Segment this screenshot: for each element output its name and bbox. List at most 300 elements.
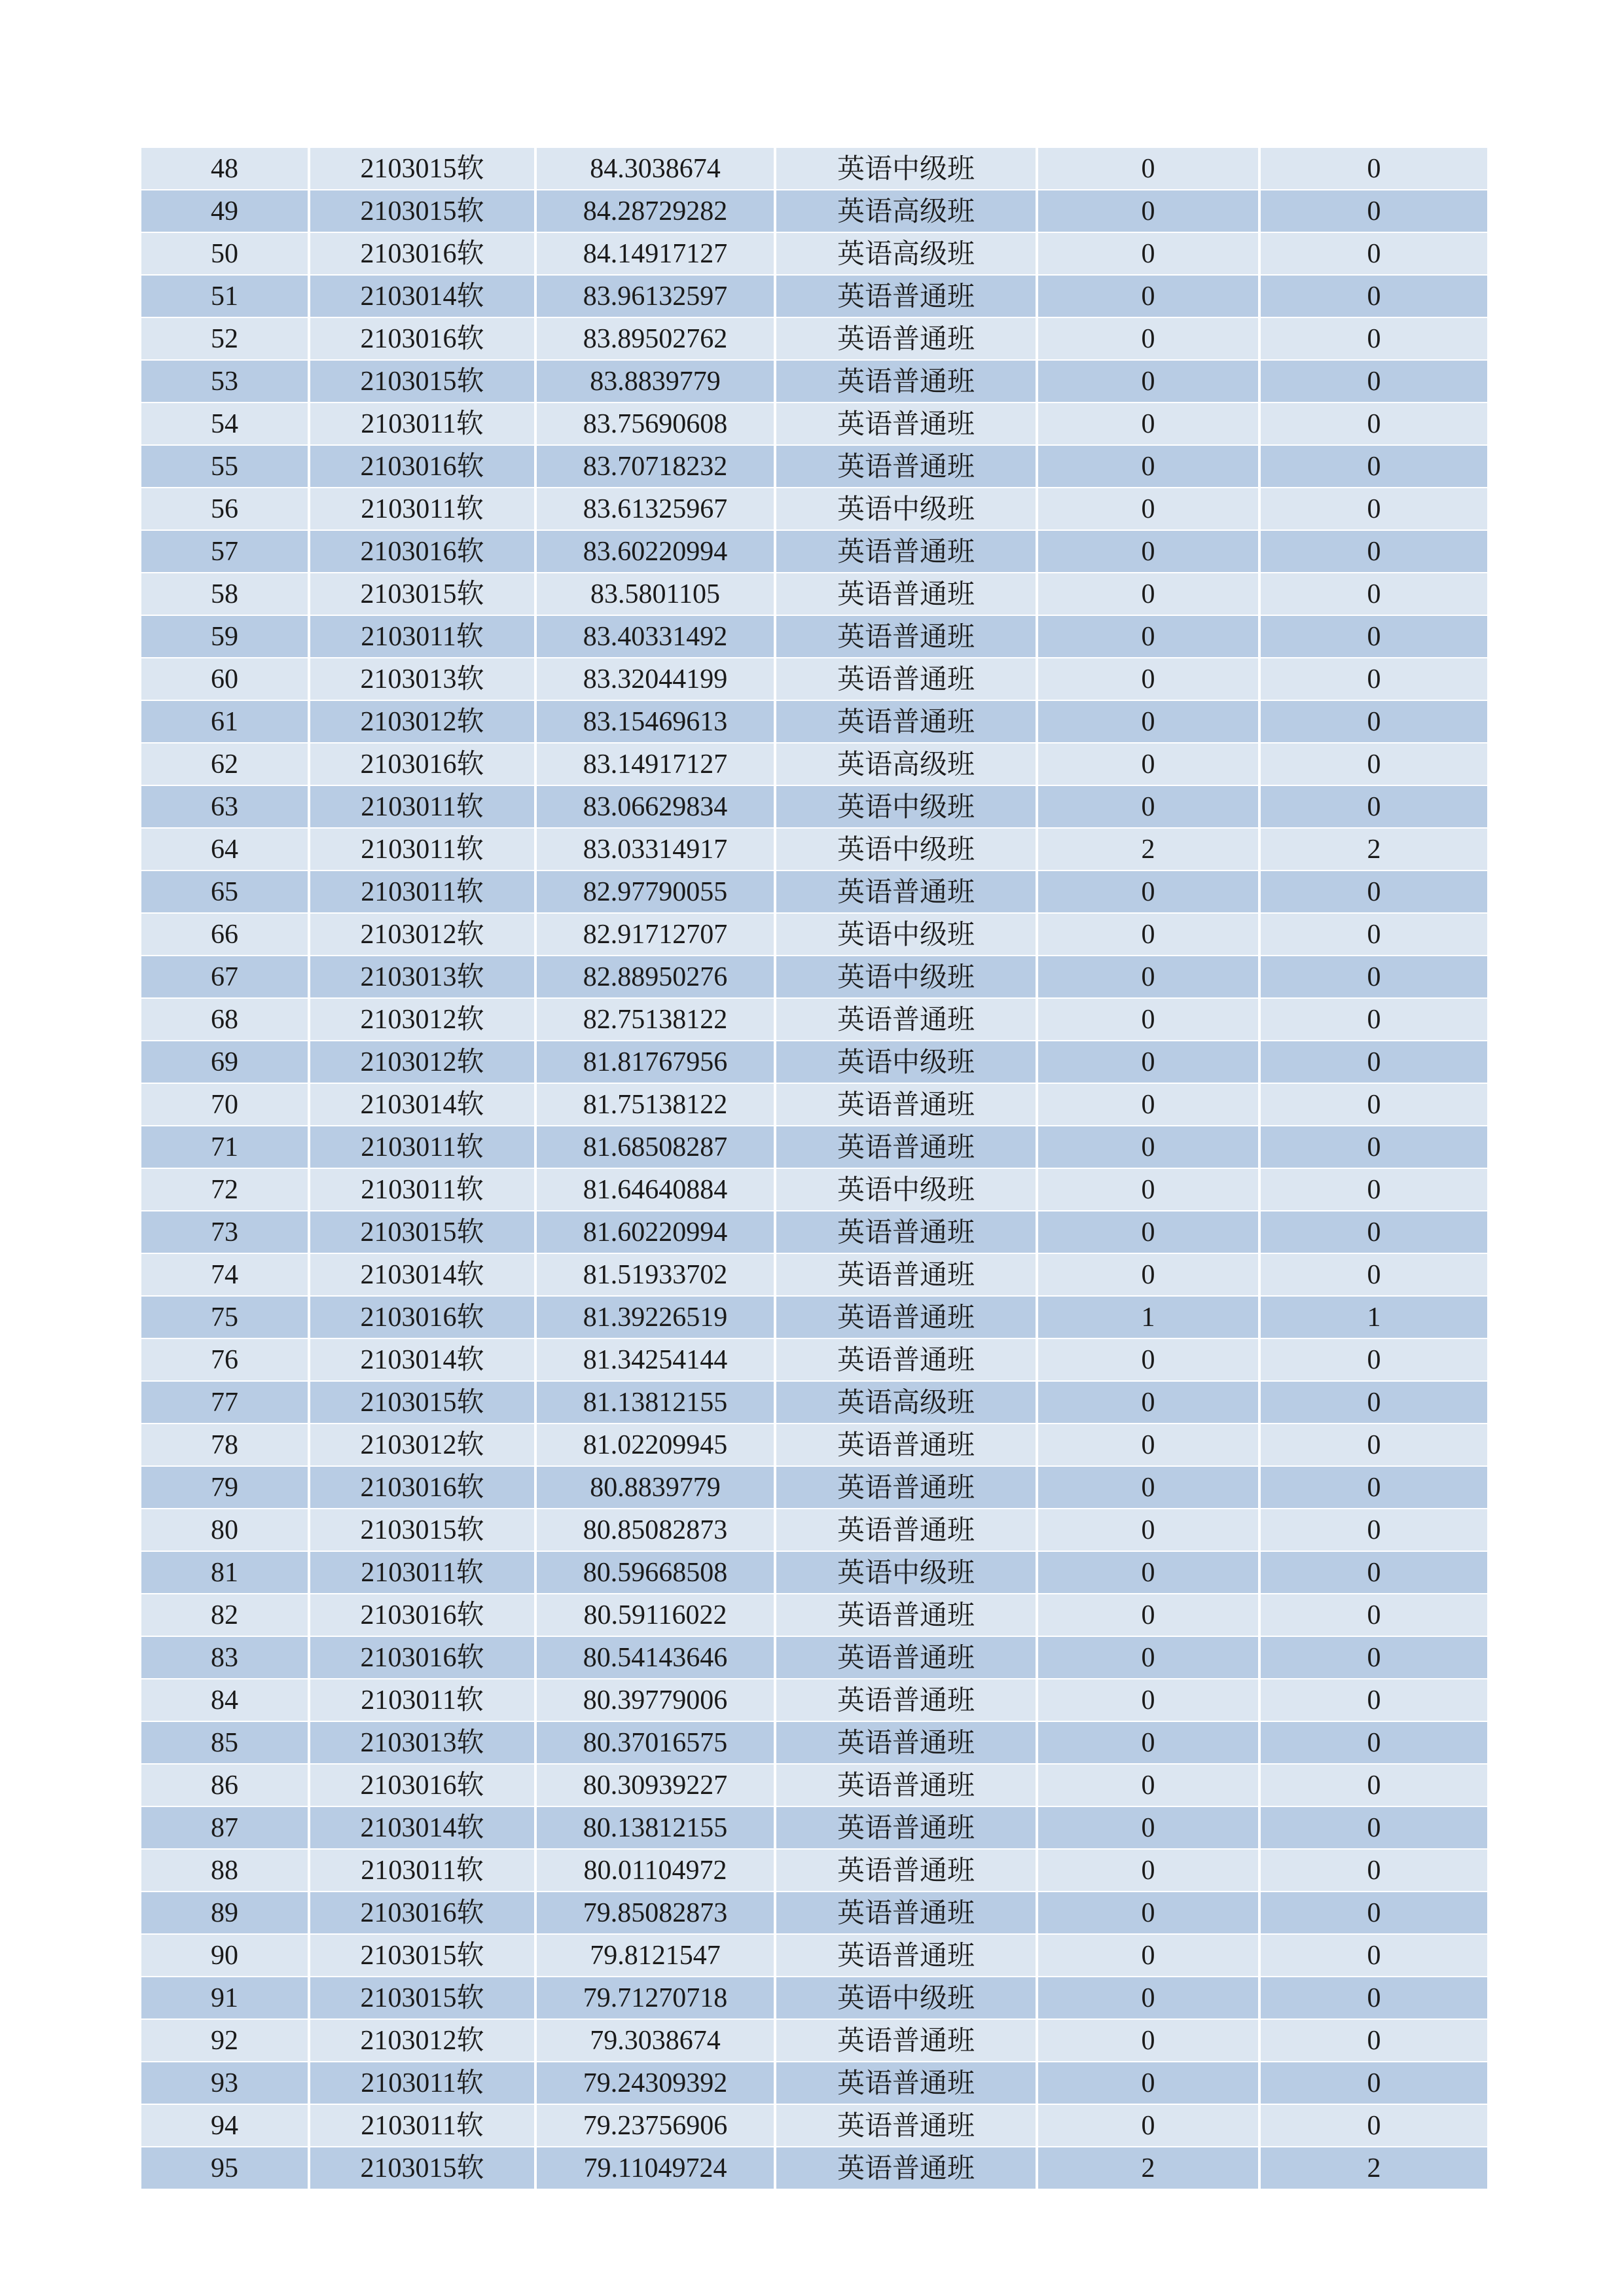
english-level-cell: 英语普通班: [775, 1594, 1037, 1636]
class-cell: 2103012软: [309, 700, 535, 743]
english-level-cell: 英语中级班: [775, 1041, 1037, 1083]
rank-cell: 76: [141, 1338, 309, 1381]
table-row: [141, 828, 1487, 870]
count-cell-a: 0: [1037, 1168, 1259, 1211]
score-cell: 81.13812155: [535, 1381, 775, 1424]
table-row: [141, 1381, 1487, 1424]
rank-cell: 59: [141, 615, 309, 658]
rank-cell: 62: [141, 743, 309, 785]
count-cell-b: 0: [1259, 1168, 1487, 1211]
rank-cell: 79: [141, 1466, 309, 1509]
count-cell-a: 0: [1037, 1509, 1259, 1551]
rank-cell: 71: [141, 1126, 309, 1168]
english-level-cell: 英语普通班: [775, 445, 1037, 488]
table-row: [141, 573, 1487, 615]
english-level-cell: 英语普通班: [775, 998, 1037, 1041]
score-cell: 80.01104972: [535, 1849, 775, 1892]
count-cell-b: 0: [1259, 573, 1487, 615]
english-level-cell: 英语普通班: [775, 573, 1037, 615]
table-row: [141, 1806, 1487, 1849]
count-cell-a: 0: [1037, 2062, 1259, 2104]
count-cell-a: 0: [1037, 232, 1259, 275]
english-level-cell: 英语普通班: [775, 2062, 1037, 2104]
table-row: [141, 913, 1487, 956]
class-cell: 2103015软: [309, 1381, 535, 1424]
rank-cell: 93: [141, 2062, 309, 2104]
count-cell-a: 0: [1037, 1594, 1259, 1636]
table-row: [141, 317, 1487, 360]
table-row: [141, 1466, 1487, 1509]
count-cell-b: 0: [1259, 1721, 1487, 1764]
count-cell-b: 0: [1259, 743, 1487, 785]
class-cell: 2103011软: [309, 1126, 535, 1168]
table-row: [141, 1679, 1487, 1721]
table-row: [141, 1211, 1487, 1253]
english-level-cell: 英语普通班: [775, 2104, 1037, 2147]
count-cell-a: 0: [1037, 1679, 1259, 1721]
score-cell: 79.11049724: [535, 2147, 775, 2189]
count-cell-b: 0: [1259, 1381, 1487, 1424]
score-cell: 83.06629834: [535, 785, 775, 828]
table-row: [141, 1041, 1487, 1083]
count-cell-b: 2: [1259, 2147, 1487, 2189]
count-cell-b: 0: [1259, 1977, 1487, 2019]
count-cell-a: 0: [1037, 913, 1259, 956]
count-cell-b: 0: [1259, 913, 1487, 956]
count-cell-b: 0: [1259, 1551, 1487, 1594]
ranking-table: [141, 148, 1487, 2190]
table-row: [141, 2147, 1487, 2189]
english-level-cell: 英语普通班: [775, 1338, 1037, 1381]
class-cell: 2103011软: [309, 615, 535, 658]
rank-cell: 78: [141, 1424, 309, 1466]
score-cell: 80.85082873: [535, 1509, 775, 1551]
english-level-cell: 英语普通班: [775, 1424, 1037, 1466]
count-cell-a: 0: [1037, 488, 1259, 530]
table-row: [141, 870, 1487, 913]
rank-cell: 81: [141, 1551, 309, 1594]
count-cell-a: 0: [1037, 1636, 1259, 1679]
rank-cell: 87: [141, 1806, 309, 1849]
rank-cell: 86: [141, 1764, 309, 1806]
class-cell: 2103011软: [309, 403, 535, 445]
count-cell-b: 0: [1259, 148, 1487, 190]
count-cell-b: 0: [1259, 1509, 1487, 1551]
class-cell: 2103015软: [309, 1934, 535, 1977]
count-cell-b: 0: [1259, 1934, 1487, 1977]
score-cell: 83.40331492: [535, 615, 775, 658]
count-cell-b: 0: [1259, 2062, 1487, 2104]
rank-cell: 67: [141, 956, 309, 998]
score-cell: 82.88950276: [535, 956, 775, 998]
english-level-cell: 英语中级班: [775, 785, 1037, 828]
english-level-cell: 英语普通班: [775, 1806, 1037, 1849]
score-cell: 79.8121547: [535, 1934, 775, 1977]
count-cell-a: 0: [1037, 785, 1259, 828]
class-cell: 2103016软: [309, 1764, 535, 1806]
score-cell: 80.59668508: [535, 1551, 775, 1594]
score-cell: 81.02209945: [535, 1424, 775, 1466]
count-cell-b: 0: [1259, 403, 1487, 445]
rank-cell: 84: [141, 1679, 309, 1721]
count-cell-b: 1: [1259, 1296, 1487, 1338]
class-cell: 2103016软: [309, 1296, 535, 1338]
count-cell-b: 0: [1259, 1636, 1487, 1679]
count-cell-a: 0: [1037, 998, 1259, 1041]
score-cell: 82.97790055: [535, 870, 775, 913]
rank-cell: 51: [141, 275, 309, 317]
rank-cell: 95: [141, 2147, 309, 2189]
english-level-cell: 英语普通班: [775, 275, 1037, 317]
rank-cell: 60: [141, 658, 309, 700]
count-cell-b: 0: [1259, 1764, 1487, 1806]
rank-cell: 82: [141, 1594, 309, 1636]
rank-cell: 49: [141, 190, 309, 232]
count-cell-a: 0: [1037, 870, 1259, 913]
english-level-cell: 英语中级班: [775, 1551, 1037, 1594]
table-row: [141, 488, 1487, 530]
rank-cell: 64: [141, 828, 309, 870]
class-cell: 2103016软: [309, 317, 535, 360]
table-row: [141, 1892, 1487, 1934]
score-cell: 83.70718232: [535, 445, 775, 488]
score-cell: 79.3038674: [535, 2019, 775, 2062]
count-cell-b: 0: [1259, 1849, 1487, 1892]
count-cell-a: 0: [1037, 1424, 1259, 1466]
rank-cell: 75: [141, 1296, 309, 1338]
table-row: [141, 1424, 1487, 1466]
class-cell: 2103011软: [309, 1849, 535, 1892]
table-row: [141, 2062, 1487, 2104]
table-row: [141, 1594, 1487, 1636]
english-level-cell: 英语普通班: [775, 870, 1037, 913]
score-cell: 83.75690608: [535, 403, 775, 445]
rank-cell: 77: [141, 1381, 309, 1424]
english-level-cell: 英语普通班: [775, 1764, 1037, 1806]
count-cell-a: 0: [1037, 1211, 1259, 1253]
table-row: [141, 785, 1487, 828]
count-cell-a: 0: [1037, 190, 1259, 232]
count-cell-a: 1: [1037, 1296, 1259, 1338]
count-cell-b: 0: [1259, 1253, 1487, 1296]
english-level-cell: 英语普通班: [775, 1509, 1037, 1551]
score-cell: 82.91712707: [535, 913, 775, 956]
rank-cell: 58: [141, 573, 309, 615]
count-cell-a: 0: [1037, 1126, 1259, 1168]
count-cell-a: 0: [1037, 615, 1259, 658]
table-row: [141, 998, 1487, 1041]
rank-cell: 65: [141, 870, 309, 913]
count-cell-b: 0: [1259, 1892, 1487, 1934]
rank-cell: 94: [141, 2104, 309, 2147]
count-cell-b: 0: [1259, 998, 1487, 1041]
count-cell-a: 0: [1037, 1721, 1259, 1764]
score-cell: 80.37016575: [535, 1721, 775, 1764]
english-level-cell: 英语普通班: [775, 615, 1037, 658]
english-level-cell: 英语普通班: [775, 1296, 1037, 1338]
rank-cell: 90: [141, 1934, 309, 1977]
score-cell: 83.96132597: [535, 275, 775, 317]
table-row: [141, 1849, 1487, 1892]
english-level-cell: 英语中级班: [775, 1977, 1037, 2019]
count-cell-b: 0: [1259, 317, 1487, 360]
class-cell: 2103016软: [309, 743, 535, 785]
score-cell: 81.75138122: [535, 1083, 775, 1126]
class-cell: 2103015软: [309, 360, 535, 403]
table-row: [141, 658, 1487, 700]
rank-cell: 91: [141, 1977, 309, 2019]
table-row: [141, 615, 1487, 658]
class-cell: 2103016软: [309, 530, 535, 573]
english-level-cell: 英语普通班: [775, 1636, 1037, 1679]
count-cell-a: 2: [1037, 828, 1259, 870]
english-level-cell: 英语高级班: [775, 743, 1037, 785]
english-level-cell: 英语高级班: [775, 190, 1037, 232]
table-row: [141, 275, 1487, 317]
count-cell-a: 0: [1037, 743, 1259, 785]
count-cell-a: 0: [1037, 2019, 1259, 2062]
count-cell-b: 0: [1259, 2104, 1487, 2147]
count-cell-b: 0: [1259, 1126, 1487, 1168]
english-level-cell: 英语普通班: [775, 700, 1037, 743]
rank-cell: 73: [141, 1211, 309, 1253]
class-cell: 2103014软: [309, 1083, 535, 1126]
english-level-cell: 英语中级班: [775, 1168, 1037, 1211]
count-cell-a: 0: [1037, 275, 1259, 317]
english-level-cell: 英语中级班: [775, 913, 1037, 956]
table-row: [141, 445, 1487, 488]
count-cell-a: 0: [1037, 1551, 1259, 1594]
class-cell: 2103014软: [309, 1338, 535, 1381]
table-row: [141, 700, 1487, 743]
english-level-cell: 英语普通班: [775, 317, 1037, 360]
count-cell-a: 0: [1037, 1338, 1259, 1381]
score-cell: 81.81767956: [535, 1041, 775, 1083]
count-cell-b: 0: [1259, 1594, 1487, 1636]
table-row: [141, 1253, 1487, 1296]
score-cell: 84.14917127: [535, 232, 775, 275]
table-row: [141, 743, 1487, 785]
count-cell-b: 0: [1259, 1466, 1487, 1509]
english-level-cell: 英语普通班: [775, 1083, 1037, 1126]
table-row: [141, 1083, 1487, 1126]
count-cell-b: 0: [1259, 1211, 1487, 1253]
count-cell-b: 0: [1259, 1679, 1487, 1721]
rank-cell: 55: [141, 445, 309, 488]
english-level-cell: 英语普通班: [775, 2147, 1037, 2189]
table-row: [141, 1636, 1487, 1679]
english-level-cell: 英语中级班: [775, 148, 1037, 190]
rank-cell: 50: [141, 232, 309, 275]
rank-cell: 66: [141, 913, 309, 956]
score-cell: 81.60220994: [535, 1211, 775, 1253]
rank-cell: 57: [141, 530, 309, 573]
count-cell-a: 0: [1037, 1934, 1259, 1977]
count-cell-b: 0: [1259, 870, 1487, 913]
class-cell: 2103012软: [309, 1424, 535, 1466]
score-cell: 81.68508287: [535, 1126, 775, 1168]
table-row: [141, 1934, 1487, 1977]
class-cell: 2103016软: [309, 1892, 535, 1934]
count-cell-a: 0: [1037, 1083, 1259, 1126]
count-cell-a: 0: [1037, 148, 1259, 190]
count-cell-a: 0: [1037, 1806, 1259, 1849]
score-cell: 83.15469613: [535, 700, 775, 743]
class-cell: 2103011软: [309, 2062, 535, 2104]
count-cell-b: 0: [1259, 445, 1487, 488]
score-cell: 83.32044199: [535, 658, 775, 700]
count-cell-b: 0: [1259, 190, 1487, 232]
count-cell-a: 0: [1037, 700, 1259, 743]
class-cell: 2103015软: [309, 573, 535, 615]
rank-cell: 68: [141, 998, 309, 1041]
score-cell: 79.85082873: [535, 1892, 775, 1934]
count-cell-a: 0: [1037, 1466, 1259, 1509]
table-row: [141, 2019, 1487, 2062]
table-row: [141, 956, 1487, 998]
count-cell-a: 0: [1037, 1381, 1259, 1424]
class-cell: 2103013软: [309, 1721, 535, 1764]
class-cell: 2103014软: [309, 1253, 535, 1296]
english-level-cell: 英语普通班: [775, 1892, 1037, 1934]
class-cell: 2103015软: [309, 1977, 535, 2019]
class-cell: 2103011软: [309, 785, 535, 828]
count-cell-b: 0: [1259, 1083, 1487, 1126]
count-cell-a: 0: [1037, 1892, 1259, 1934]
class-cell: 2103012软: [309, 1041, 535, 1083]
english-level-cell: 英语普通班: [775, 530, 1037, 573]
score-cell: 79.71270718: [535, 1977, 775, 2019]
rank-cell: 70: [141, 1083, 309, 1126]
count-cell-b: 0: [1259, 2019, 1487, 2062]
class-cell: 2103011软: [309, 1168, 535, 1211]
english-level-cell: 英语普通班: [775, 1679, 1037, 1721]
score-cell: 79.23756906: [535, 2104, 775, 2147]
score-cell: 80.54143646: [535, 1636, 775, 1679]
class-cell: 2103011软: [309, 1551, 535, 1594]
score-cell: 81.51933702: [535, 1253, 775, 1296]
table-row: [141, 2104, 1487, 2147]
score-cell: 82.75138122: [535, 998, 775, 1041]
english-level-cell: 英语普通班: [775, 1253, 1037, 1296]
table-row: [141, 1764, 1487, 1806]
english-level-cell: 英语普通班: [775, 1211, 1037, 1253]
table-row: [141, 1126, 1487, 1168]
class-cell: 2103013软: [309, 956, 535, 998]
rank-cell: 89: [141, 1892, 309, 1934]
class-cell: 2103011软: [309, 870, 535, 913]
english-level-cell: 英语普通班: [775, 1466, 1037, 1509]
count-cell-b: 0: [1259, 488, 1487, 530]
english-level-cell: 英语普通班: [775, 1849, 1037, 1892]
class-cell: 2103014软: [309, 275, 535, 317]
count-cell-a: 0: [1037, 2104, 1259, 2147]
table-body: [141, 148, 1487, 2189]
score-cell: 80.39779006: [535, 1679, 775, 1721]
class-cell: 2103011软: [309, 1679, 535, 1721]
count-cell-a: 0: [1037, 658, 1259, 700]
count-cell-a: 0: [1037, 530, 1259, 573]
english-level-cell: 英语普通班: [775, 403, 1037, 445]
score-cell: 79.24309392: [535, 2062, 775, 2104]
count-cell-b: 0: [1259, 956, 1487, 998]
count-cell-b: 0: [1259, 658, 1487, 700]
count-cell-b: 0: [1259, 530, 1487, 573]
score-cell: 81.64640884: [535, 1168, 775, 1211]
count-cell-b: 0: [1259, 1041, 1487, 1083]
english-level-cell: 英语中级班: [775, 488, 1037, 530]
score-cell: 80.13812155: [535, 1806, 775, 1849]
score-cell: 83.61325967: [535, 488, 775, 530]
score-cell: 81.34254144: [535, 1338, 775, 1381]
table-row: [141, 1168, 1487, 1211]
count-cell-b: 0: [1259, 1338, 1487, 1381]
english-level-cell: 英语普通班: [775, 1126, 1037, 1168]
count-cell-b: 0: [1259, 360, 1487, 403]
table-row: [141, 148, 1487, 190]
score-cell: 83.14917127: [535, 743, 775, 785]
rank-cell: 61: [141, 700, 309, 743]
rank-cell: 54: [141, 403, 309, 445]
class-cell: 2103015软: [309, 190, 535, 232]
count-cell-b: 0: [1259, 275, 1487, 317]
rank-cell: 69: [141, 1041, 309, 1083]
table-row: [141, 530, 1487, 573]
english-level-cell: 英语中级班: [775, 956, 1037, 998]
table-row: [141, 190, 1487, 232]
score-cell: 81.39226519: [535, 1296, 775, 1338]
rank-cell: 53: [141, 360, 309, 403]
table-row: [141, 403, 1487, 445]
table-row: [141, 1338, 1487, 1381]
count-cell-b: 0: [1259, 1806, 1487, 1849]
english-level-cell: 英语普通班: [775, 658, 1037, 700]
count-cell-b: 0: [1259, 615, 1487, 658]
score-cell: 83.8839779: [535, 360, 775, 403]
rank-cell: 63: [141, 785, 309, 828]
class-cell: 2103012软: [309, 998, 535, 1041]
english-level-cell: 英语普通班: [775, 2019, 1037, 2062]
class-cell: 2103012软: [309, 913, 535, 956]
table-row: [141, 1977, 1487, 2019]
count-cell-b: 2: [1259, 828, 1487, 870]
count-cell-b: 0: [1259, 700, 1487, 743]
class-cell: 2103015软: [309, 2147, 535, 2189]
count-cell-a: 0: [1037, 1041, 1259, 1083]
english-level-cell: 英语普通班: [775, 360, 1037, 403]
table-row: [141, 1551, 1487, 1594]
rank-cell: 52: [141, 317, 309, 360]
class-cell: 2103012软: [309, 2019, 535, 2062]
rank-cell: 72: [141, 1168, 309, 1211]
score-cell: 83.60220994: [535, 530, 775, 573]
table-row: [141, 232, 1487, 275]
english-level-cell: 英语高级班: [775, 1381, 1037, 1424]
count-cell-a: 0: [1037, 317, 1259, 360]
count-cell-b: 0: [1259, 1424, 1487, 1466]
rank-cell: 85: [141, 1721, 309, 1764]
class-cell: 2103016软: [309, 1594, 535, 1636]
score-cell: 84.3038674: [535, 148, 775, 190]
rank-cell: 56: [141, 488, 309, 530]
table-row: [141, 1296, 1487, 1338]
rank-cell: 83: [141, 1636, 309, 1679]
count-cell-a: 2: [1037, 2147, 1259, 2189]
class-cell: 2103015软: [309, 148, 535, 190]
table-row: [141, 360, 1487, 403]
class-cell: 2103015软: [309, 1211, 535, 1253]
class-cell: 2103011软: [309, 828, 535, 870]
